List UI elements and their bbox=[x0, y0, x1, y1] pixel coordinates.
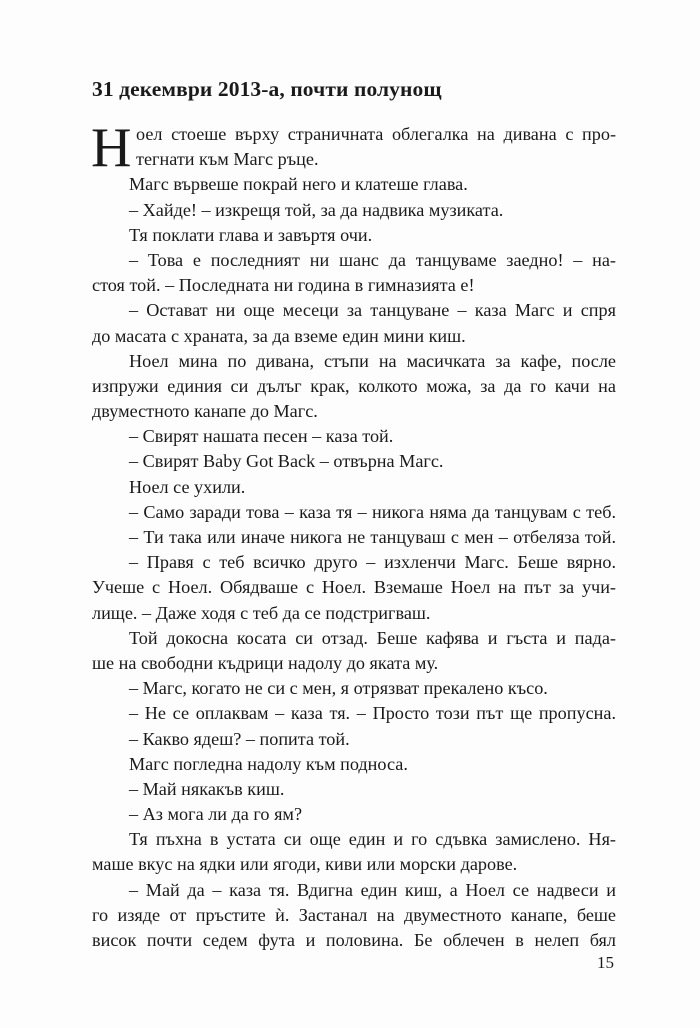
text-line: висок почти седем фута и половина. Бе облечен в нелеп бял bbox=[92, 930, 616, 950]
text-line: Магс погледна надолу към подноса. bbox=[129, 753, 408, 774]
text-line: Магс вървеше покрай него и клатеше глава. bbox=[129, 174, 468, 195]
text-line: Учеше с Ноел. Обядваше с Ноел. Вземаше Ноел на път за учи- bbox=[92, 577, 616, 598]
text-line: – Не се оплаквам – каза тя. – Просто този път ще пропусна. bbox=[129, 703, 616, 724]
text-line: – Аз мога ли да го ям? bbox=[129, 804, 303, 825]
text-line: Тя пъхна в устата си още един и го сдъвка замислено. Ня- bbox=[129, 829, 616, 850]
text-line: – Май някакъв киш. bbox=[129, 778, 285, 799]
text-line: ше на свободни къдрици надолу до яката му. bbox=[92, 652, 439, 673]
text-line: Ноел мина по дивана, стъпи на масичката за кафе, после bbox=[129, 350, 616, 371]
chapter-body bbox=[91, 117, 616, 953]
text-line: Ноел се ухили. bbox=[129, 476, 246, 497]
text-line: – Това е последният ни шанс да танцуваме заедно! – на- bbox=[129, 249, 616, 270]
text-line: – Май да – каза тя. Вдигна един киш, а Ноел се надвеси и bbox=[129, 879, 616, 900]
text-line: – Магс, когато не си с мен, я отрязват прекалено късо. bbox=[129, 678, 548, 699]
text-line: Н оел стоеше върху страничната облегалка на дивана с про- bbox=[91, 117, 616, 179]
drop-cap: Н bbox=[91, 117, 132, 179]
text-line: двуместното канапе до Магс. bbox=[92, 401, 318, 422]
chapter-heading: 31 декември 2013-а, почти полунощ bbox=[92, 77, 442, 101]
text-line: изпружи единия си дълъг крак, колкото можа, за да го качи на bbox=[92, 375, 616, 396]
text-line: – Правя с теб всичко друго – изхленчи Магс. Беше вярно. bbox=[129, 552, 616, 573]
text-line: – Само заради това – каза тя – никога няма да танцувам с теб. bbox=[129, 501, 616, 522]
text-line: до масата с храната, за да вземе един мини киш. bbox=[92, 325, 466, 346]
text-line: Той докосна косата си отзад. Беше кафява и гъста и пада- bbox=[129, 627, 616, 648]
text-line: – Остават ни още месеци за танцуване – каза Магс и спря bbox=[129, 300, 616, 321]
text-line: – Хайде! – изкрещя той, за да надвика музиката. bbox=[129, 199, 504, 220]
text-line: Тя поклати глава и завъртя очи. bbox=[129, 224, 373, 245]
text-line: – Свирят Baby Got Back – отвърна Магс. bbox=[129, 451, 444, 472]
text-line: – Свирят нашата песен – каза той. bbox=[129, 426, 394, 447]
text-line: стоя той. – Последната ни година в гимназията е! bbox=[92, 275, 475, 296]
text-line: – Какво ядеш? – попита той. bbox=[129, 728, 350, 749]
text-line: маше вкус на ядки или ягоди, киви или морски дарове. bbox=[92, 854, 518, 875]
page-number: 15 bbox=[597, 953, 614, 972]
text-line: го изяде от пръстите ѝ. Застанал на двуместното канапе, беше bbox=[92, 904, 616, 925]
text-line: – Ти така или иначе никога не танцуваш с мен – отбеляза той. bbox=[129, 527, 616, 547]
text-line: лище. – Даже ходя с теб да се подстригваш. bbox=[92, 602, 431, 623]
text-line: тегнати към Магс ръце. bbox=[136, 149, 319, 170]
